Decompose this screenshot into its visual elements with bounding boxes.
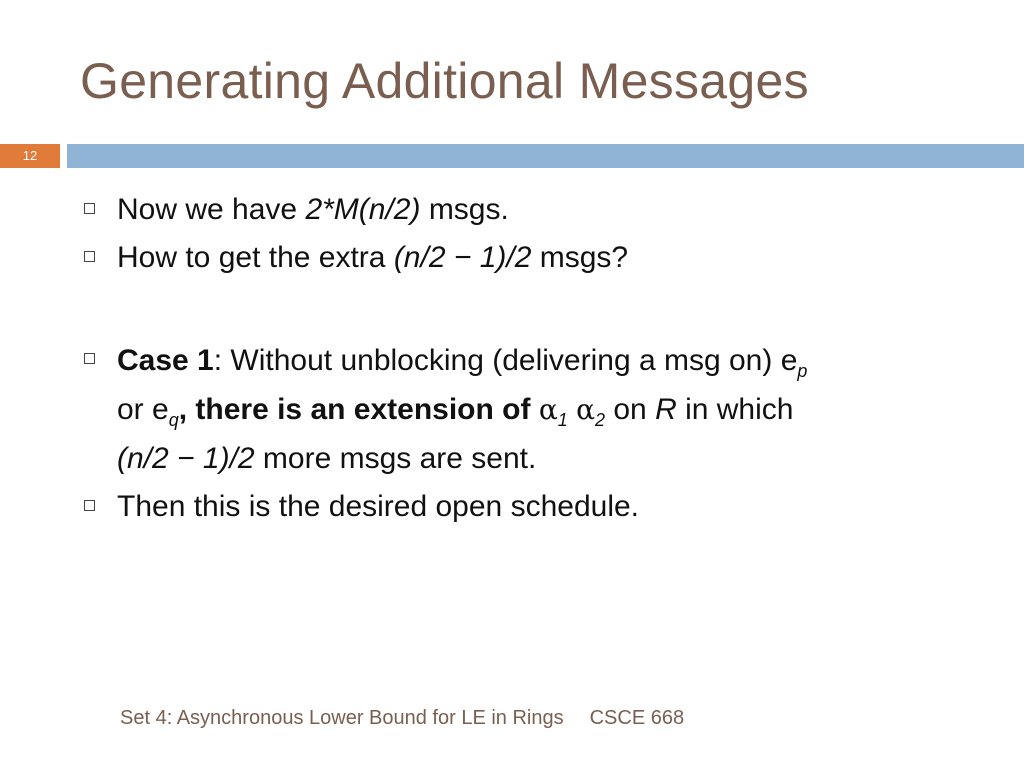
bullet-math: (n/2 − 1)/2: [117, 442, 255, 475]
slide-title: Generating Additional Messages: [80, 53, 809, 109]
bullet-text: , there is an extension of: [178, 393, 539, 426]
square-bullet-icon: [84, 251, 95, 262]
bullet-spacer: [84, 282, 984, 336]
bullet-case-1: [84, 336, 984, 483]
bullet-extra-msgs: [84, 234, 984, 282]
bullet-text: Now we have: [117, 193, 306, 226]
bullet-text: more msgs are sent.: [254, 442, 537, 475]
page-number-badge: 12: [0, 144, 60, 168]
case-line-2: [117, 385, 984, 434]
bullet-text: Then this is the desired open schedule.: [117, 490, 639, 523]
bullet-text: msgs?: [531, 241, 629, 274]
subscript-1: 1: [557, 410, 568, 430]
bullet-math: (n/2 − 1)/2: [393, 241, 532, 274]
slide-footer: [120, 707, 684, 730]
bullet-text: : Without unblocking (delivering a msg on) e: [213, 344, 798, 377]
bullet-msgs-count: [84, 186, 984, 234]
bullet-text: in which: [676, 393, 794, 426]
bullet-math: R: [655, 393, 677, 426]
bullet-math: 2*M(n/2): [305, 193, 421, 226]
subscript-q: q: [168, 410, 179, 430]
bullet-text: msgs.: [420, 193, 509, 226]
subscript-p: p: [797, 361, 808, 381]
bullet-text: on: [605, 393, 656, 426]
bullet-list: [84, 186, 984, 531]
alpha-symbol: α: [538, 393, 558, 426]
case-line-3: [117, 434, 984, 483]
title-underline-bar: [67, 144, 1024, 168]
subscript-2: 2: [595, 410, 606, 430]
case-line-1: [117, 336, 984, 385]
square-bullet-icon: [84, 353, 95, 364]
bullet-open-schedule: [84, 483, 984, 531]
footer-set-title: Set 4: Asynchronous Lower Bound for LE in Rings: [120, 707, 564, 729]
footer-course: CSCE 668: [589, 707, 685, 729]
square-bullet-icon: [84, 500, 95, 511]
bullet-text: or e: [117, 393, 169, 426]
case-label: Case 1: [117, 344, 214, 377]
alpha-symbol: α: [576, 393, 596, 426]
square-bullet-icon: [84, 203, 95, 214]
bullet-text: How to get the extra: [117, 241, 394, 274]
